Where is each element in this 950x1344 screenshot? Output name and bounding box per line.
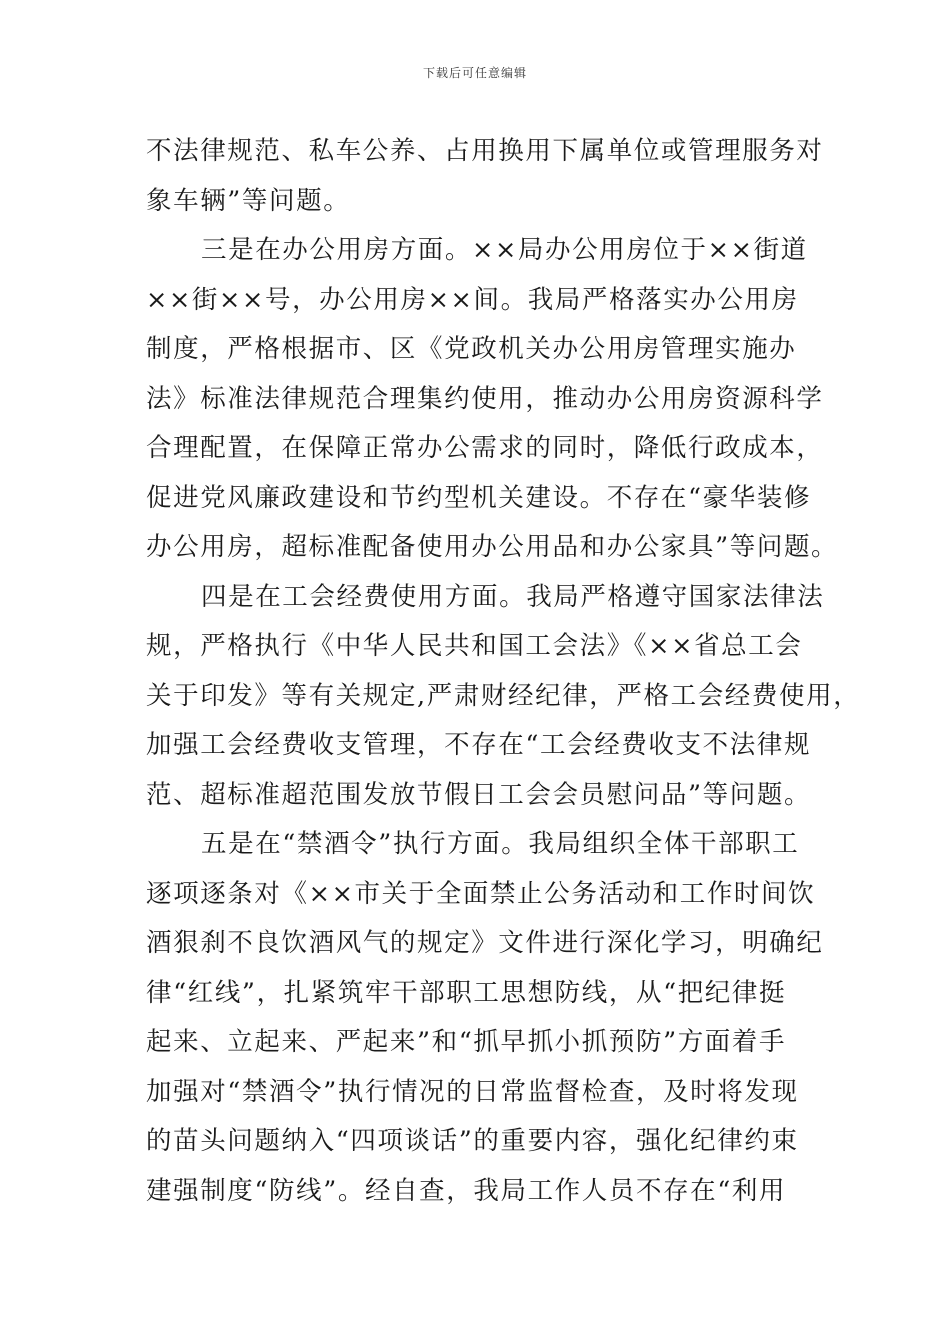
text-line: 加强工会经费收支管理，不存在“工会经费收支不法律规 [146,730,812,760]
text-line: 促进党风廉政建设和节约型机关建设。不存在“豪华装修 [146,482,812,513]
text-line: 的苗头问题纳入“四项谈话”的重要内容，强化纪律约束 [146,1126,799,1156]
page-header: 下载后可任意编辑 [422,66,527,80]
document-body [146,127,861,1216]
text-line: 四是在工会经费使用方面。我局严格遵守国家法律法 [201,581,825,612]
text-line: 律“红线”，扎紧筑牢干部职工思想防线，从“把纪律挺 [146,977,787,1008]
text-line: 酒狠刹不良饮酒风气的规定》文件进行深化学习，明确纪 [146,928,824,958]
text-line: 规，严格执行《中华人民共和国工会法》《××省总工会 [146,631,803,661]
text-line: 制度，严格根据市、区《党政机关办公用房管理实施办 [146,334,797,364]
text-line: 不法律规范、私车公养、占用换用下属单位或管理服务对 [146,136,824,166]
text-line: 合理配置，在保障正常办公需求的同时，降低行政成本， [146,433,824,463]
text-line: 范、超标准超范围发放节假日工会会员慰问品”等问题。 [146,779,812,810]
text-line: 逐项逐条对《××市关于全面禁止公务活动和工作时间饮 [146,878,816,909]
text-line: 办公用房，超标准配备使用办公用品和办公家具”等问题。 [146,532,839,562]
text-line: ××街××号，办公用房××间。我局严格落实办公用房 [146,284,799,315]
text-line: 加强对“禁酒令”执行情况的日常监督检查，及时将发现 [146,1076,799,1107]
text-line: 三是在办公用房方面。××局办公用房位于××街道 [201,235,808,265]
text-line: 关于印发》等有关规定,严肃财经纪律，严格工会经费使用， [146,680,861,711]
text-line: 象车辆”等问题。 [146,185,351,216]
text-line: 法》标准法律规范合理集约使用，推动办公用房资源科学 [146,383,824,414]
text-line: 起来、立起来、严起来”和“抓早抓小抓预防”方面着手 [146,1027,787,1057]
text-line: 建强制度“防线”。经自查，我局工作人员不存在“利用 [146,1175,787,1206]
text-line: 五是在“禁酒令”执行方面。我局组织全体干部职工 [201,829,800,859]
